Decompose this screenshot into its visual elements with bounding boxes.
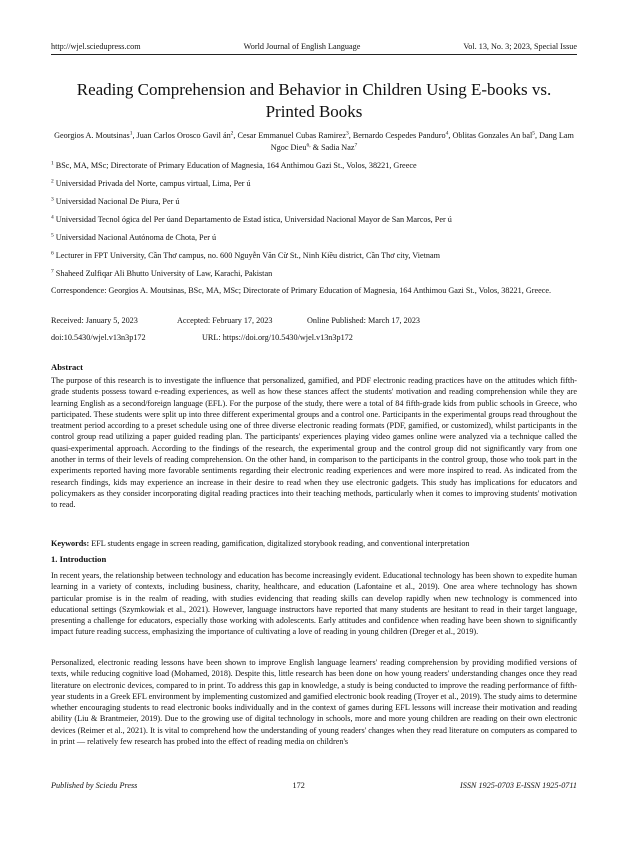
- affiliation: $^2$ Universidad Privada del Norte, campus virtual, Lima, Per ú: [51, 178, 251, 188]
- affiliation: $^3$ Universidad Nacional De Piura, Per ú: [51, 196, 180, 206]
- published-date: Online Published: March 17, 2023: [307, 316, 421, 325]
- running-header: [51, 42, 577, 51]
- author-list: [51, 130, 577, 153]
- keywords: [51, 538, 577, 549]
- author: Bernardo Cespedes Panduro$^4$,: [352, 130, 453, 140]
- page-footer: [51, 781, 577, 790]
- page-number: 172: [292, 781, 305, 790]
- affiliation: $^1$ BSc, MA, MSc; Directorate of Primary Education of Magnesia, 164 Anthimou Gazi St., Volos, 38221, Greece: [51, 160, 417, 170]
- author: Cesar Emmanuel Cubas Ramirez$^3$,: [237, 130, 353, 140]
- section-heading: 1. Introduction: [51, 554, 107, 564]
- affiliation: $^4$ Universidad Tecnol ógica del Per úand Departamento de Estad ística, Universidad Nacional Mayor de San Marcos, Per ú: [51, 214, 452, 224]
- paragraph: Personalized, electronic reading lessons have been shown to improve English language learners' reading comprehension by providing modified versions of texts, while reducing cognitive load (Mohamed, 2018). Despite this, little research has been done on how young readers' understanding changes once they read literature on electronic devices, compared to in print. To address this gap in knowledge, a study is being conducted to improve the reading performance of fifth-year students in a Greek EFL environment by implementing customized and gamified electronic book reading (Troyer et al., 2019). The study aims to determine whether encouraging students to read electronic books individually and in the context of games during EFL lessons will increase their motivation and reading ability (Liu & Brantmeier, 2019). Due to the growing use of digital technology in schools, more and more young children are reading on their own electronic devices (Reimer et al., 2021). It is vital to comprehend how the understanding of young readers' changes when they read literature on computers as compared to in print — relatively few research has probed into the effect of reading media on children's: [51, 658, 577, 747]
- publication-dates: [51, 315, 577, 349]
- paper-title: Reading Comprehension and Behavior in Children Using E-books vs. Printed Books: [76, 80, 552, 121]
- accepted-date: Accepted: February 17, 2023: [177, 316, 273, 325]
- abstract-text: The purpose of this research is to investigate the influence that personalized, gamified, and PDF electronic reading practices have on the attitudes which fifth-grade students possess toward e-reading experiences, as well as how these stances affect the students' motivation and reading comprehension while they are learning English as a second/foreign language (EFL). For the purpose of the study, there were a total of 84 fifth-grade kids from public schools in Greece, who participated. These students were split up into three different experimental groups and a control one. Participants in the experimental groups read throughout the treatment period according to a preset schedule using one of three diverse electronic reading formats (PDF, gamified, or customized), whilst participants in the control group read utilizing a paper guided reading plan. The participants' experiences playing video games online were analyzed via a technique called the quasi-experimental approach. According to the findings of the research, the experimental group and the control group did not significantly vary from one another in terms of their levels of reading comprehension. On the other hand, in comparison to the participants in the control group, those who took part in the experiments reported having more favorable sentiments regarding their electronic reading experiences and were more inspired to read. As indicated from the research findings, kids may experience an increase in their desire to read when they use electronic gadgets. This study has implications for educators and policymakers as they consider incorporating digital reading practices into their teaching methods, particularly when it comes to improving students' motivation to read.: [51, 376, 577, 510]
- correspondence: Correspondence: Georgios A. Moutsinas, BSc, MA, MSc; Directorate of Primary Education of Magnesia, 164 Anthimou Gazi St., Volos, 38221, Greece.: [51, 286, 552, 295]
- received-date: Received: January 5, 2023: [51, 316, 138, 325]
- volume-info: Vol. 13, No. 3; 2023, Special Issue: [463, 42, 577, 51]
- author: Juan Carlos Orosco Gavil $án^2$,: [136, 130, 238, 140]
- journal-name: World Journal of English Language: [243, 42, 361, 51]
- issn: ISSN 1925-0703 E-ISSN 1925-0711: [460, 781, 577, 790]
- affiliation: $^7$ Shaheed Zulfiqar Ali Bhutto University of Law, Karachi, Pakistan: [51, 268, 273, 278]
- author: Oblitas Gonzales An bal$^5$,: [452, 130, 540, 140]
- doi-url[interactable]: URL: https://doi.org/10.5430/wjel.v13n3p172: [202, 333, 353, 342]
- author: Sadia Naz$^7$: [321, 141, 358, 152]
- author: Dang Lam Ngoc Dieu$^{6,}$ &: [270, 131, 574, 152]
- paragraph: In recent years, the relationship between technology and education has become increasingly evident. Educational technology has been shown to expedite human learning in a variety of contexts, including business, charity, healthcare, and education (Lafontaine et al., 2019). One area where technology has shown particular promise is in the realm of reading, with studies evidencing that reading skills can develop rapidly when new technology is commenced into educational settings (Szymkowiak et al., 2021). However, language instructors have reported that many students are hesitant to read in their target language, presenting a challenge for educators, especially those working with adolescents. Early attitudes and confidence when reading have been shown to significantly impact future reading success, emphasizing the importance of cultivating a love of reading in young children (Dreger et al., 2019).: [51, 571, 577, 637]
- affiliation: $^6$ Lecturer in FPT University, Cần Thơ campus, no. 600 Nguyễn Văn Cừ St., Ninh Kiều district, Cần Thơ city, Vietnam: [51, 250, 440, 260]
- affiliation: $^5$ Universidad Nacional Autónoma de Chota, Per ú: [51, 232, 217, 242]
- header-rule: [51, 54, 577, 55]
- keywords-label: Keywords:: [51, 539, 90, 548]
- publisher: Published by Sciedu Press: [51, 781, 138, 790]
- affiliations: [51, 160, 577, 297]
- journal-url[interactable]: http://wjel.sciedupress.com: [51, 42, 141, 51]
- abstract-heading: Abstract: [51, 362, 83, 372]
- keywords-text: EFL students engage in screen reading, gamification, digitalized storybook reading, and conventional interpretation: [89, 539, 470, 548]
- doi[interactable]: doi:10.5430/wjel.v13n3p172: [51, 333, 146, 342]
- author: Georgios A. Moutsinas$^1$,: [54, 130, 137, 140]
